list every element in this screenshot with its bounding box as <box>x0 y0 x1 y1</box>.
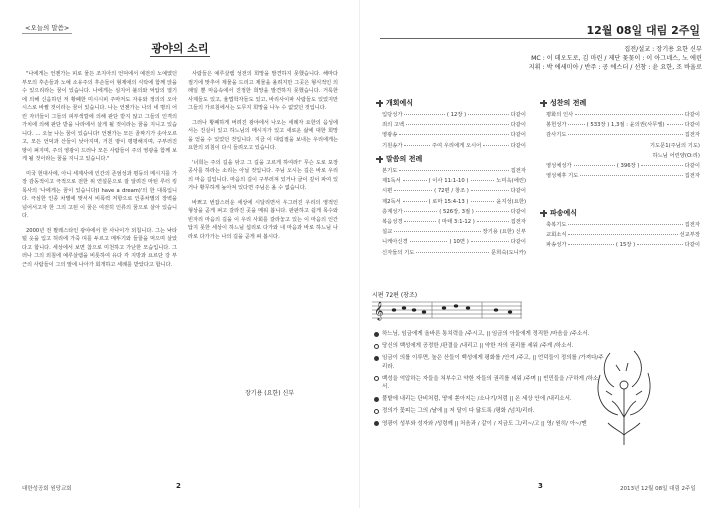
page-number: 3 <box>538 482 543 490</box>
order-row: 제1독서 ( 이사 11:1-10 ) 노미옥(에린) <box>382 178 527 185</box>
order-list <box>382 110 526 151</box>
order-row: 시편 ( 72편 / 창조 ) 다같이 <box>382 188 526 195</box>
litany-verse: 풀밭에 내리는 단비처럼, 땅에 쏟아지는 /소나기/처럼 || 온 세상 안에 /내리소서. <box>374 395 604 403</box>
bullet-filled-icon <box>374 421 379 426</box>
order-row: 하느님 어린양(O:리) <box>652 152 700 159</box>
footer-church: 대한성공회 원당교회 <box>22 486 72 492</box>
order-row: 평화의 인사 다같이 <box>546 112 700 118</box>
order-list <box>546 110 700 181</box>
date-title: 12월 08일 대림 2주일 <box>586 24 700 37</box>
bullet-filled-icon <box>374 356 379 361</box>
article-title: 광야의 소리 <box>151 42 209 55</box>
order-row: 니케아신경 ( 10면 ) 다같이 <box>382 239 526 246</box>
paragraph: '너희는 주의 길을 닦고 그 길을 고르게 하여라!' 무슨 도로 포장 공사를 하라는 소리는 아닐 것입니다. 주님 오시는 길은 바로 우리의 마음 길입니다. 마음의 길이 구부러져 있거나 굴이 깊이 파여 있거나 황무하게 높아져 있다면 주님은 올 수 없습니다. <box>188 159 338 191</box>
order-row: 영광송 다같이 <box>382 132 526 139</box>
order-row: 기원송가 주여 우리에게 오시어 다같이 <box>382 142 526 149</box>
order-row: 층계성가 ( 526장, 3절 ) 다같이 <box>382 208 527 215</box>
paragraph: 사람들은 예루살렘 성전의 희망을 발견하지 못했습니다. 해마다 절기에 맞추어 제물을 드리고 제물을 올려지만 그곳은 형식적인 의례일 뿐 마음속에서 진정한 희망을 발견하지 못했습니다. 거룩한 사제들도 있고, 율법학자들도 있고, 바리사이파 사람들도 있었지만 그들의 가르침에서는 도무지 희망을 나누 수 없었던 것입니다. <box>188 71 338 111</box>
order-row: 입당성가 ( 12장 ) 다같이 <box>382 112 526 118</box>
litany-verse: 백성을 억압하는 자들을 쳐부수고 약한 자들의 권리를 세워 /주며 || 빈민들을 /구하게 /하소서. <box>374 375 604 391</box>
section-heading: 파송예식 <box>540 208 577 218</box>
signature: 장기용 (요한) 신부 <box>245 390 295 397</box>
page-number: 2 <box>176 482 181 490</box>
paragraph: 바쁘고 번잡스러운 세상에 시달리면서 우그러진 우리의 영적인 형상을 곧게 펴고 갈라진 곳을 메워 봅니다. 판판하고 쉽게 목수와 빈자리 마음의 길을 이 우리 사회를 갈라놓고 있는 이 마음의 인간답지 못한 세상이 하느님 섭리로 다가와 내 마음과 바로 하느님 나라로 다가가는 나의 길을 곧게 펴 봅시다. <box>188 199 338 240</box>
info-line: 집전/설교 : 장기용 요한 신부 <box>624 46 702 53</box>
info-line: 지휘 : 박 에세미아 / 반주 : 공 에스더 / 선창 : 윤 요한, 조 바울로 <box>528 64 702 71</box>
paragraph: 미국 헌대사에, 아니 세계사에 인간의 존엄성과 평등의 메시지를 가장 감동적이고 극적으로 전한 위 연설문으로 잘 알려진 마틴 루터 킹 목사의 '나에게는 꿈이 있습니다(I have a dream)'의 한 대목입니다. 극심한 인종 차별에 맞서서 비폭력 저항으로 인종차별의 장벽을 넘어서고자 한 그의 고된 이 꿈은 여전히 인류의 꿈으로 살아 있습니다. <box>22 170 177 219</box>
order-row: 복음성경 ( 마태 3:1-12 ) 집전자 <box>382 218 526 225</box>
bullet-filled-icon <box>374 397 379 402</box>
article-column-1 <box>22 70 177 275</box>
order-row: 영성체후 기도 집전자 <box>546 173 700 180</box>
order-row: 설교 장기용 (요한) 신부 <box>382 229 526 236</box>
title-rule <box>380 38 700 39</box>
psalm-label: 시편 72편 (창조) <box>372 292 418 299</box>
paragraph: "나에게는 언젠가는 피로 물든 조지아의 언덕에서 예전의 노예였던 부모의 후손들과 노예 소유주의 후손들이 형제애의 식탁에 함께 앉을 수 있으리라는 꿈이 있습니다. 나에게는 심지어 불의와 억압의 열기에 의해 신음하던 저 황폐한 미시시피 주마저도 자유와 정의의 오아시스로 바뀔 것이라는 꿈이 있습니다. 나는 언젠가는 나의 네 명의 어린 자녀들이 그들의 피부색깔에 의해 판단 받지 않고 그들의 인격의 가치에 의해 판단 받을 나라에서 살게 될 것이라는 꿈을 지니고 있습니다. … 오늘 나는 꿈이 있습니다! 언젠가는 모든 골짜기가 솟아오르고, 모든 언덕과 산들이 낮아지며, 거친 땅이 평평해지며, 구부러진 땅이 펴지며, 주의 영광이 드러나 모든 사람들이 주의 영광을 함께 보게 될 것이라는 꿈을 지니고 있습니다." <box>22 71 177 162</box>
bullet-filled-icon <box>374 332 379 337</box>
order-row: 제2독서 ( 로마 15:4-13 ) 윤지성(요한) <box>382 198 527 205</box>
order-row: 영성체성가 ( 396장 ) 다같이 <box>546 162 700 169</box>
bullet-open-icon <box>374 376 379 381</box>
section-heading: 개회예식 <box>376 98 413 108</box>
bullet-open-icon <box>374 344 379 349</box>
litany-verse: 하느님, 임금에게 올바른 통치력을 /주시고, || 임금의 아들에게 정직한 /마음을 /주소서. <box>374 330 604 338</box>
music-staff <box>372 298 522 322</box>
cross-icon <box>540 100 547 107</box>
cross-icon <box>540 210 547 217</box>
footer-date: 2013년 12월 08일 대림 2주일 <box>620 486 696 492</box>
info-line: MC : 이 데오도로, 김 마린 / 제단 꽃꽂이 : 이 아그네스, 노 에린 <box>531 55 702 62</box>
order-row: 감사기도 집전자 <box>546 132 700 139</box>
paragraph: 그러나 황폐하게 버려진 광야에서 나오는 세례자 요한의 음성에서는 진실이 있고 하느님의 메시지가 있고 새로운 삶에 대한 희망을 얻을 수 있었던 것입니다. 지금 이 대림절을 보내는 우리에게는 요한의 외침이 다시 들려오고 있습니다. <box>188 119 338 151</box>
bullet-open-icon <box>374 409 379 414</box>
order-row: 본기도 집전자 <box>382 168 526 174</box>
section-heading: 말씀의 전례 <box>376 154 422 164</box>
cross-icon <box>376 100 383 107</box>
order-row: 파송성가 ( 15장 ) 다같이 <box>546 242 700 249</box>
order-list <box>546 220 700 251</box>
order-list <box>382 166 526 258</box>
litany-verse: 당신의 백성에게 공정한 /판결을 /내리고 || 약한 자의 권리를 세워 /주게 /하소서. <box>374 342 604 350</box>
section-heading: 성찬의 전례 <box>540 98 586 108</box>
order-row: 봉헌성가 ( 533장 ) 1,3절 : 윤의권(사무엘) 다같이 <box>546 122 700 129</box>
order-row: 축복기도 집전자 <box>546 222 700 228</box>
section-tag: <오늘의 말씀> <box>22 22 72 34</box>
order-row: 기도문1(주님의 기도) <box>649 142 700 149</box>
litany-verse: 영광이 성부와 성자와 /성령께 || 처음과 / 같이 / 지금도 그/리~/고 || 영/ 원히/ 아~/멘 <box>374 420 604 428</box>
decorative-illustration <box>590 345 658 450</box>
litany-verse: 임금이 의를 이루면, 높은 산들이 백성에게 평화를 /안겨 /주고, || 언덕들이 정의를 /가져다/주리라. <box>374 354 604 370</box>
psalm-litany <box>374 330 604 432</box>
litany-verse: 정의가 꽃피는 그의 /날에 || 저 달이 다 닳도록 /평화 /넘치/리라. <box>374 407 604 415</box>
article-column-2 <box>188 70 338 247</box>
title-rule <box>150 56 210 57</box>
order-row: 교회소식 선교부장 <box>546 232 700 239</box>
order-row: 신자들의 기도 문희숙(도니카) <box>382 249 526 256</box>
paragraph: 2000년 전 팔레스타인 광야에서 한 사나이가 외칩니다. 그는 낙타털 옷을 입고 허리에 가죽 띠를 두르고 메뚜기와 들꿀을 먹으며 살았다고 합니다. 세상에서 보면 참으로 미천하고 가난한 모습입니다. 그러나 그의 외침에 예루살렘을 비롯하여 유다 각 지방과 요르단 강 부근의 사람들이 그의 말에 나아가 회개하고 세례를 받았다고 합니다. <box>22 227 177 268</box>
order-row: 죄의 고백 다같이 <box>382 122 526 129</box>
svg-text:𝄞: 𝄞 <box>374 301 384 320</box>
cross-icon <box>376 156 383 163</box>
